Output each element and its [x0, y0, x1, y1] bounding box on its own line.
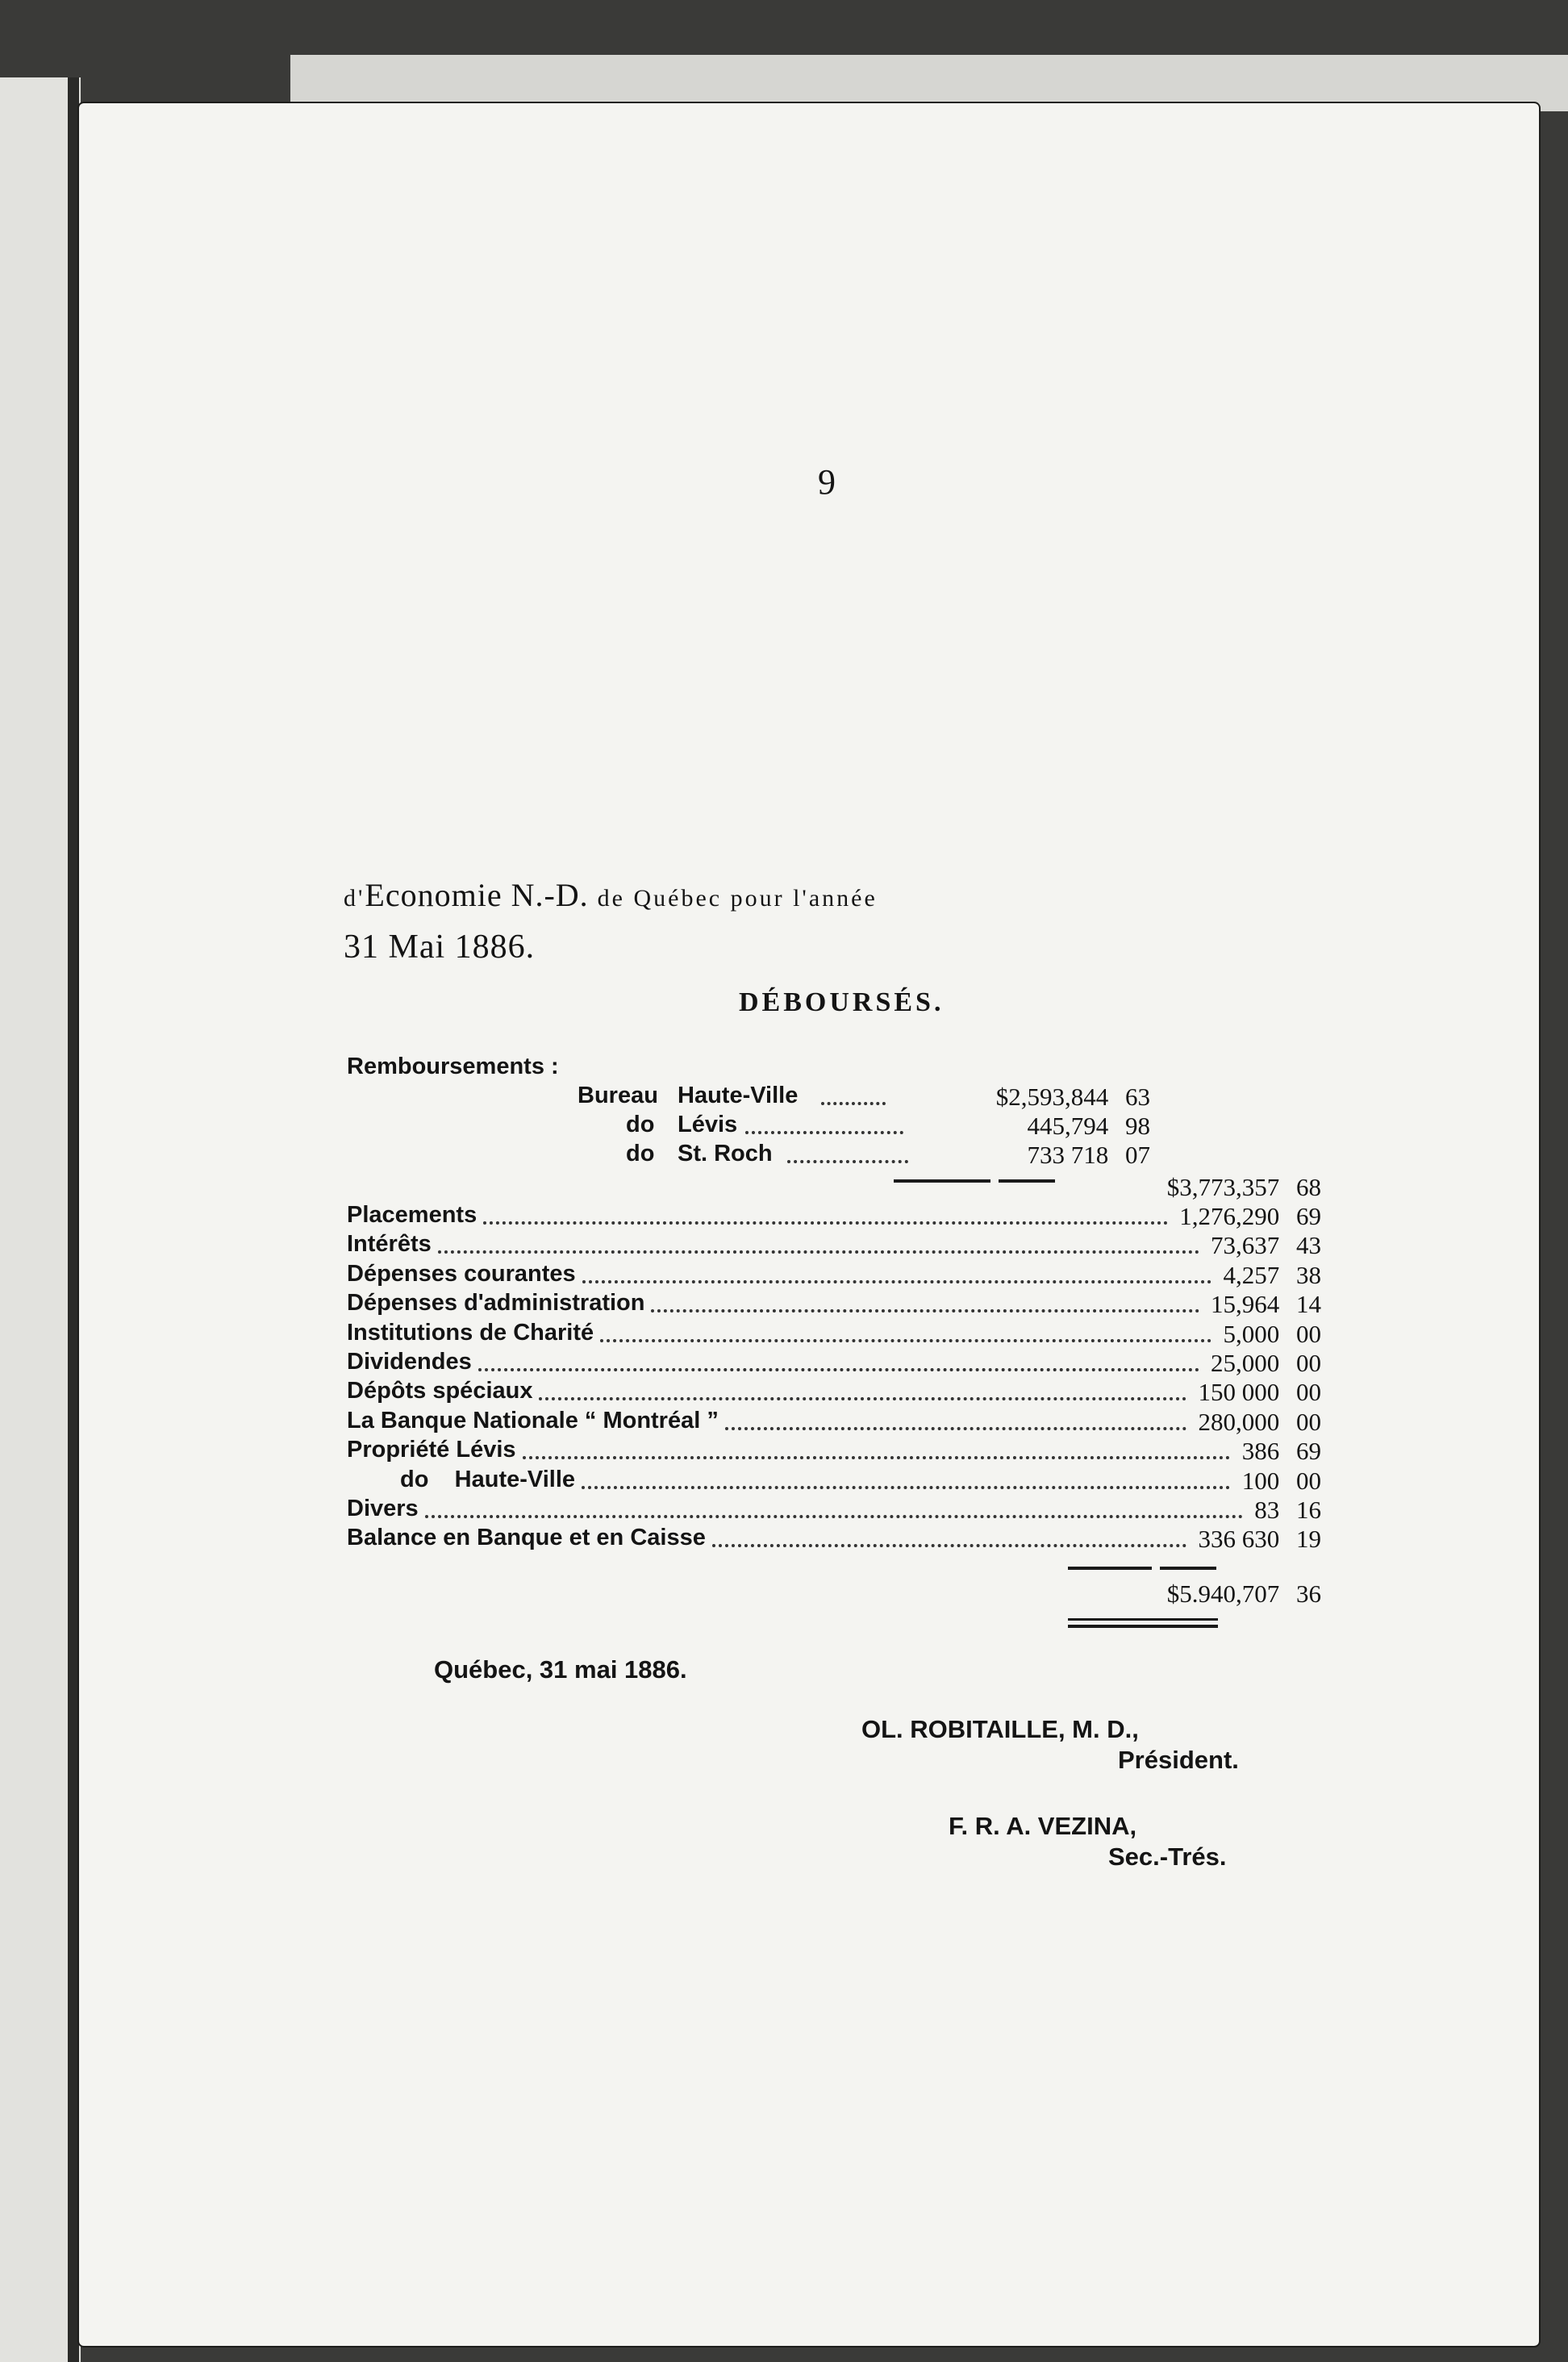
heading-prefix: d'	[344, 885, 365, 912]
disbursement-row	[347, 1437, 1321, 1467]
disbursement-amount: 280,000 00	[1198, 1407, 1321, 1436]
disbursement-amount: 1,276,290 69	[1179, 1202, 1321, 1230]
remboursement-name: Lévis	[678, 1112, 738, 1137]
disbursement-row	[347, 1202, 1321, 1233]
leader-dots	[438, 1250, 1199, 1254]
disbursement-amount: 4,257 38	[1223, 1260, 1321, 1289]
subtotal-row	[347, 1173, 1321, 1204]
disbursement-label: Dépenses courantes	[347, 1260, 576, 1287]
remboursement-row	[347, 1141, 1321, 1171]
disbursement-row	[347, 1496, 1321, 1526]
disbursement-label: Dépenses d'administration	[347, 1290, 645, 1317]
disbursement-row	[347, 1320, 1321, 1350]
remboursement-prefix: do	[626, 1112, 655, 1137]
remboursements-label-row	[347, 1054, 1321, 1084]
disbursement-row	[347, 1261, 1321, 1292]
remboursements-label: Remboursements :	[347, 1054, 559, 1079]
disbursement-label: Placements	[347, 1202, 477, 1228]
leader-dots	[478, 1368, 1199, 1371]
disbursement-amount: 150 000 00	[1198, 1378, 1321, 1407]
remboursement-amount: 733 718 07	[1027, 1141, 1150, 1169]
remboursement-row	[347, 1083, 1321, 1113]
leader-dots	[539, 1397, 1186, 1400]
leader-dots	[787, 1160, 908, 1163]
disbursement-row	[347, 1231, 1321, 1262]
disbursement-label: Dépôts spéciaux	[347, 1378, 533, 1404]
remboursement-amount: $2,593,844 63	[995, 1083, 1150, 1111]
disbursement-label: La Banque Nationale “ Montréal ”	[347, 1407, 719, 1433]
disbursement-amount: 83 16	[1254, 1496, 1321, 1524]
disbursement-label: Propriété Lévis	[347, 1437, 516, 1463]
remboursement-name: St. Roch	[678, 1141, 773, 1166]
heading-line-1	[344, 876, 878, 914]
disbursement-amount: 73,637 43	[1211, 1231, 1321, 1260]
leader-dots	[745, 1131, 903, 1134]
signature-secretary-name: F. R. A. VEZINA,	[949, 1812, 1137, 1840]
subtotal-amount: $3,773,357 68	[1166, 1173, 1321, 1201]
total-row	[347, 1580, 1321, 1610]
disbursement-label: Divers	[347, 1496, 419, 1521]
remboursement-amount: 445,794 98	[1027, 1112, 1150, 1140]
film-left-edge	[68, 77, 79, 2362]
disbursement-label: Intérêts	[347, 1231, 432, 1258]
disbursement-label: Dividendes	[347, 1349, 472, 1375]
total-double-rule	[1068, 1625, 1218, 1628]
heading-nd: N.-D.	[502, 877, 598, 913]
disbursement-row	[347, 1467, 1321, 1497]
remboursement-prefix: do	[626, 1141, 655, 1166]
signature-president-title: Président.	[1118, 1746, 1239, 1774]
total-top-rule	[1160, 1567, 1216, 1570]
total-double-rule	[1068, 1618, 1218, 1621]
disbursement-row	[347, 1378, 1321, 1408]
disbursement-row	[347, 1349, 1321, 1379]
disbursement-amount: 386 69	[1241, 1437, 1321, 1466]
disbursement-amount: 15,964 14	[1211, 1290, 1321, 1319]
total-top-rule	[1068, 1567, 1152, 1570]
remboursement-name: Haute-Ville	[678, 1083, 799, 1108]
disbursement-row	[347, 1290, 1321, 1321]
heading-line-2: 31 Mai 1886.	[344, 929, 536, 966]
remboursement-row	[347, 1112, 1321, 1142]
page-number: 9	[818, 462, 836, 502]
place-date: Québec, 31 mai 1886.	[434, 1655, 687, 1684]
signature-secretary-title: Sec.-Trés.	[1108, 1842, 1227, 1871]
document-page	[79, 103, 1539, 2346]
disbursement-amount: 100 00	[1241, 1466, 1321, 1495]
disbursement-row	[347, 1525, 1321, 1555]
leader-dots	[483, 1221, 1168, 1225]
disbursement-amount: 336 630 19	[1198, 1525, 1321, 1554]
heading-quebec-annee: de Québec pour l'année	[597, 885, 878, 912]
disbursement-amount: 5,000 00	[1223, 1319, 1321, 1348]
total-amount: $5.940,707 36	[1166, 1580, 1321, 1608]
disbursement-label: Institutions de Charité	[347, 1319, 594, 1346]
disbursement-row	[347, 1408, 1321, 1438]
signature-president-name: OL. ROBITAILLE, M. D.,	[861, 1715, 1139, 1743]
leader-dots	[821, 1102, 886, 1105]
heading-word-economie: Economie	[365, 877, 503, 913]
remboursement-prefix: Bureau	[578, 1083, 658, 1108]
section-title: DÉBOURSÉS.	[739, 987, 945, 1017]
disbursement-label: Balance en Banque et en Caisse	[347, 1525, 706, 1551]
disbursement-amount: 25,000 00	[1211, 1349, 1321, 1377]
disbursement-label: do Haute-Ville	[400, 1466, 576, 1492]
